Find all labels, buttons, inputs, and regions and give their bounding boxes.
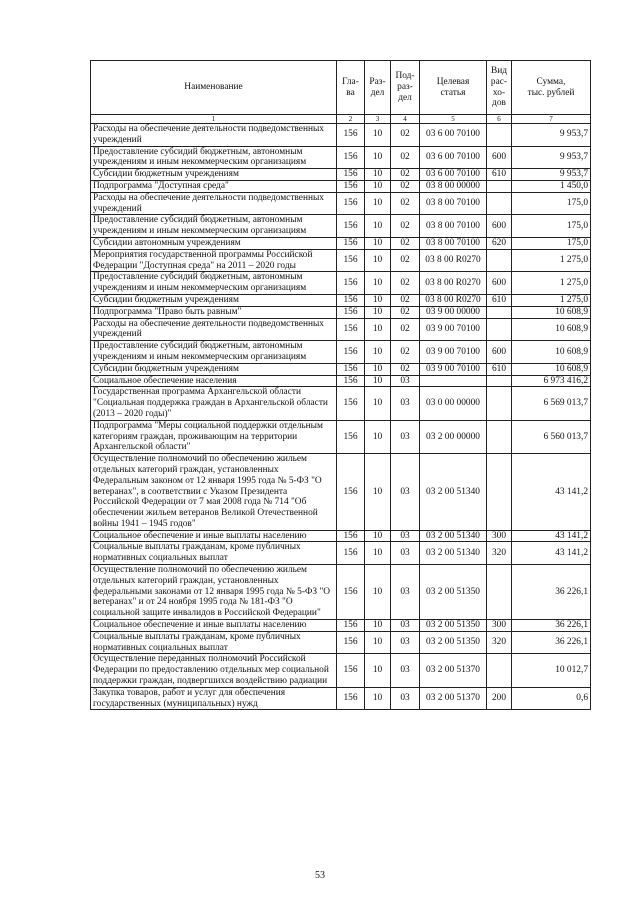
cell-summa: 36 226,1 — [512, 565, 591, 620]
header-razdel: Раз- дел — [365, 61, 391, 115]
cell-razdel: 10 — [365, 375, 391, 387]
cell-name: Субсидии автономным учреждениям — [91, 237, 337, 249]
cell-glava: 156 — [337, 687, 365, 710]
table-row — [91, 420, 591, 453]
cell-name: Расходы на обеспечение деятельности подведомственных учреждений — [91, 124, 337, 147]
cell-razdel: 10 — [365, 169, 391, 181]
table-row — [91, 272, 591, 295]
cell-summa: 43 141,2 — [512, 530, 591, 542]
table-row — [91, 215, 591, 238]
cell-summa: 43 141,2 — [512, 542, 591, 565]
cell-glava: 156 — [337, 530, 365, 542]
cell-name: Социальное обеспечение и иные выплаты населению — [91, 620, 337, 632]
cell-razdel: 10 — [365, 306, 391, 318]
cell-podrazdel: 02 — [391, 146, 420, 169]
cell-podrazdel: 03 — [391, 687, 420, 710]
cell-razdel: 10 — [365, 454, 391, 531]
cell-vid — [487, 124, 512, 147]
cell-podrazdel: 03 — [391, 620, 420, 632]
cell-name: Предоставление субсидий бюджетным, автономным учреждениям и иным некоммерческим организациям — [91, 215, 337, 238]
table-row — [91, 631, 591, 654]
cell-vid: 300 — [487, 620, 512, 632]
cell-name: Субсидии бюджетным учреждениям — [91, 363, 337, 375]
table-row — [91, 294, 591, 306]
cell-razdel: 10 — [365, 620, 391, 632]
table-body — [91, 124, 591, 710]
cell-name: Государственная программа Архангельской области "Социальная поддержка граждан в Архангельской области (2013 – 2020 годы)" — [91, 387, 337, 420]
table-row — [91, 454, 591, 531]
cell-glava: 156 — [337, 294, 365, 306]
cell-statya: 03 2 00 51350 — [420, 620, 487, 632]
cell-glava: 156 — [337, 249, 365, 272]
header-podrazdel: Под- раз- дел — [391, 61, 420, 115]
cell-statya: 03 0 00 00000 — [420, 387, 487, 420]
cell-razdel: 10 — [365, 192, 391, 215]
cell-vid: 610 — [487, 363, 512, 375]
cell-name: Субсидии бюджетным учреждениям — [91, 294, 337, 306]
cell-name: Предоставление субсидий бюджетным, автономным учреждениям и иным некоммерческим организациям — [91, 272, 337, 295]
cell-glava: 156 — [337, 180, 365, 192]
cell-razdel: 10 — [365, 631, 391, 654]
column-number: 2 — [337, 115, 365, 124]
cell-podrazdel: 03 — [391, 454, 420, 531]
cell-summa: 10 608,9 — [512, 318, 591, 341]
table-row — [91, 180, 591, 192]
header-statya: Целевая статья — [420, 61, 487, 115]
cell-podrazdel: 02 — [391, 169, 420, 181]
cell-razdel: 10 — [365, 530, 391, 542]
table-row — [91, 249, 591, 272]
cell-vid — [487, 387, 512, 420]
cell-razdel: 10 — [365, 146, 391, 169]
cell-glava: 156 — [337, 306, 365, 318]
cell-name: Социальное обеспечение и иные выплаты населению — [91, 530, 337, 542]
cell-podrazdel: 03 — [391, 542, 420, 565]
table-row — [91, 237, 591, 249]
table-row — [91, 375, 591, 387]
cell-razdel: 10 — [365, 654, 391, 687]
cell-podrazdel: 02 — [391, 272, 420, 295]
cell-statya: 03 2 00 51350 — [420, 631, 487, 654]
cell-vid — [487, 249, 512, 272]
table-row — [91, 387, 591, 420]
cell-name: Мероприятия государственной программы Российской Федерации "Доступная среда" на 2011 – 2020 годы — [91, 249, 337, 272]
cell-glava: 156 — [337, 387, 365, 420]
header-summa: Сумма, тыс. рублей — [512, 61, 591, 115]
cell-glava: 156 — [337, 454, 365, 531]
cell-vid: 600 — [487, 215, 512, 238]
cell-glava: 156 — [337, 124, 365, 147]
cell-name: Социальные выплаты гражданам, кроме публичных нормативных социальных выплат — [91, 631, 337, 654]
cell-podrazdel: 02 — [391, 180, 420, 192]
cell-razdel: 10 — [365, 387, 391, 420]
cell-podrazdel: 02 — [391, 237, 420, 249]
column-number-row — [91, 115, 591, 124]
cell-summa: 175,0 — [512, 215, 591, 238]
cell-statya: 03 2 00 51340 — [420, 542, 487, 565]
cell-statya — [420, 375, 487, 387]
table-row — [91, 542, 591, 565]
cell-statya: 03 2 00 51350 — [420, 565, 487, 620]
cell-statya: 03 6 00 70100 — [420, 146, 487, 169]
cell-summa: 6 973 416,2 — [512, 375, 591, 387]
cell-podrazdel: 03 — [391, 375, 420, 387]
cell-summa: 0,6 — [512, 687, 591, 710]
cell-razdel: 10 — [365, 180, 391, 192]
table-row — [91, 565, 591, 620]
cell-glava: 156 — [337, 542, 365, 565]
table-row — [91, 124, 591, 147]
table-row — [91, 192, 591, 215]
cell-name: Подпрограмма "Право быть равным" — [91, 306, 337, 318]
cell-statya: 03 2 00 51370 — [420, 654, 487, 687]
cell-name: Закупка товаров, работ и услуг для обеспечения государственных (муниципальных) нужд — [91, 687, 337, 710]
cell-statya: 03 8 00 R0270 — [420, 272, 487, 295]
cell-name: Расходы на обеспечение деятельности подведомственных учреждений — [91, 318, 337, 341]
cell-glava: 156 — [337, 654, 365, 687]
cell-vid — [487, 180, 512, 192]
cell-statya: 03 8 00 70100 — [420, 192, 487, 215]
cell-statya: 03 9 00 70100 — [420, 341, 487, 364]
cell-podrazdel: 02 — [391, 124, 420, 147]
cell-podrazdel: 03 — [391, 631, 420, 654]
cell-glava: 156 — [337, 565, 365, 620]
table-row — [91, 654, 591, 687]
cell-vid — [487, 565, 512, 620]
cell-statya: 03 2 00 51340 — [420, 530, 487, 542]
cell-vid: 620 — [487, 237, 512, 249]
cell-vid: 600 — [487, 341, 512, 364]
budget-table — [90, 60, 591, 710]
cell-glava: 156 — [337, 375, 365, 387]
cell-vid: 600 — [487, 146, 512, 169]
column-number: 7 — [512, 115, 591, 124]
table-row — [91, 620, 591, 632]
cell-summa: 1 275,0 — [512, 272, 591, 295]
cell-vid — [487, 454, 512, 531]
cell-summa: 9 953,7 — [512, 169, 591, 181]
cell-statya: 03 6 00 70100 — [420, 124, 487, 147]
cell-glava: 156 — [337, 192, 365, 215]
cell-name: Субсидии бюджетным учреждениям — [91, 169, 337, 181]
table-row — [91, 318, 591, 341]
cell-vid: 200 — [487, 687, 512, 710]
cell-summa: 6 569 013,7 — [512, 387, 591, 420]
cell-summa: 175,0 — [512, 237, 591, 249]
cell-glava: 156 — [337, 146, 365, 169]
cell-razdel: 10 — [365, 249, 391, 272]
cell-summa: 43 141,2 — [512, 454, 591, 531]
cell-name: Подпрограмма "Меры социальной поддержки отдельным категориям граждан, проживающим на территории Архангельской области" — [91, 420, 337, 453]
cell-summa: 9 953,7 — [512, 146, 591, 169]
cell-statya: 03 8 00 70100 — [420, 215, 487, 238]
cell-statya: 03 2 00 51340 — [420, 454, 487, 531]
cell-glava: 156 — [337, 272, 365, 295]
cell-summa: 36 226,1 — [512, 631, 591, 654]
cell-name: Расходы на обеспечение деятельности подведомственных учреждений — [91, 192, 337, 215]
cell-razdel: 10 — [365, 318, 391, 341]
cell-podrazdel: 03 — [391, 530, 420, 542]
cell-razdel: 10 — [365, 363, 391, 375]
cell-summa: 10 608,9 — [512, 306, 591, 318]
cell-podrazdel: 02 — [391, 249, 420, 272]
cell-statya: 03 8 00 R0270 — [420, 249, 487, 272]
cell-glava: 156 — [337, 363, 365, 375]
cell-razdel: 10 — [365, 124, 391, 147]
cell-name: Осуществление полномочий по обеспечению жильем отдельных категорий граждан, установленных Федеральным законом от 12 января 1995 года № 5-ФЗ "О ветеранах", в соответствии с Указом Президента Российской Федерации от 7 мая 2008 года № 714 "Об обеспечении жильем ветеранов Великой Отечественной войны 1941 – 1945 годов" — [91, 454, 337, 531]
cell-summa: 10 608,9 — [512, 341, 591, 364]
cell-podrazdel: 03 — [391, 565, 420, 620]
cell-name: Осуществление полномочий по обеспечению жильем отдельных категорий граждан, установленных федеральными законами от 12 января 1995 года № 5-ФЗ "О ветеранах" и от 24 ноября 1995 года № 181-ФЗ "О социальной защите инвалидов в Российской Федерации" — [91, 565, 337, 620]
cell-vid — [487, 306, 512, 318]
cell-statya: 03 6 00 70100 — [420, 169, 487, 181]
cell-glava: 156 — [337, 631, 365, 654]
cell-vid — [487, 192, 512, 215]
cell-statya: 03 9 00 70100 — [420, 318, 487, 341]
cell-podrazdel: 02 — [391, 306, 420, 318]
cell-glava: 156 — [337, 341, 365, 364]
cell-razdel: 10 — [365, 237, 391, 249]
cell-glava: 156 — [337, 237, 365, 249]
cell-vid — [487, 375, 512, 387]
cell-podrazdel: 02 — [391, 341, 420, 364]
cell-razdel: 10 — [365, 687, 391, 710]
cell-vid — [487, 318, 512, 341]
cell-name: Осуществление переданных полномочий Российской Федерации по предоставлению отдельных мер социальной поддержки граждан, подвергшихся воздействию радиации — [91, 654, 337, 687]
cell-razdel: 10 — [365, 542, 391, 565]
cell-statya: 03 8 00 00000 — [420, 180, 487, 192]
cell-podrazdel: 03 — [391, 420, 420, 453]
cell-name: Социальные выплаты гражданам, кроме публичных нормативных социальных выплат — [91, 542, 337, 565]
cell-podrazdel: 02 — [391, 294, 420, 306]
cell-vid: 300 — [487, 530, 512, 542]
cell-podrazdel: 02 — [391, 363, 420, 375]
cell-summa: 10 608,9 — [512, 363, 591, 375]
column-number: 6 — [487, 115, 512, 124]
cell-razdel: 10 — [365, 294, 391, 306]
cell-glava: 156 — [337, 169, 365, 181]
cell-summa: 1 275,0 — [512, 249, 591, 272]
cell-razdel: 10 — [365, 565, 391, 620]
cell-podrazdel: 03 — [391, 654, 420, 687]
cell-summa: 9 953,7 — [512, 124, 591, 147]
cell-statya: 03 8 00 R0270 — [420, 294, 487, 306]
table-row — [91, 363, 591, 375]
cell-podrazdel: 02 — [391, 318, 420, 341]
header-name: Наименование — [91, 61, 337, 115]
cell-summa: 175,0 — [512, 192, 591, 215]
column-number: 4 — [391, 115, 420, 124]
budget-table-container — [90, 60, 590, 710]
cell-vid — [487, 654, 512, 687]
cell-summa: 36 226,1 — [512, 620, 591, 632]
cell-name: Подпрограмма "Доступная среда" — [91, 180, 337, 192]
cell-glava: 156 — [337, 215, 365, 238]
cell-name: Предоставление субсидий бюджетным, автономным учреждениям и иным некоммерческим организациям — [91, 341, 337, 364]
cell-name: Социальное обеспечение населения — [91, 375, 337, 387]
cell-glava: 156 — [337, 620, 365, 632]
column-number: 1 — [91, 115, 337, 124]
cell-vid: 320 — [487, 631, 512, 654]
table-row — [91, 687, 591, 710]
cell-statya: 03 9 00 70100 — [420, 363, 487, 375]
cell-vid — [487, 420, 512, 453]
cell-summa: 10 012,7 — [512, 654, 591, 687]
cell-razdel: 10 — [365, 272, 391, 295]
header-glava: Гла- ва — [337, 61, 365, 115]
column-number: 5 — [420, 115, 487, 124]
table-header-row — [91, 61, 591, 115]
cell-podrazdel: 02 — [391, 192, 420, 215]
header-vid: Вид рас- хо- дов — [487, 61, 512, 115]
table-row — [91, 306, 591, 318]
cell-podrazdel: 02 — [391, 215, 420, 238]
column-number: 3 — [365, 115, 391, 124]
cell-vid: 610 — [487, 294, 512, 306]
cell-razdel: 10 — [365, 341, 391, 364]
cell-vid: 320 — [487, 542, 512, 565]
table-row — [91, 530, 591, 542]
cell-vid: 610 — [487, 169, 512, 181]
cell-summa: 6 560 013,7 — [512, 420, 591, 453]
cell-razdel: 10 — [365, 215, 391, 238]
cell-glava: 156 — [337, 420, 365, 453]
cell-statya: 03 8 00 70100 — [420, 237, 487, 249]
cell-podrazdel: 03 — [391, 387, 420, 420]
cell-vid: 600 — [487, 272, 512, 295]
table-row — [91, 169, 591, 181]
cell-statya: 03 2 00 51370 — [420, 687, 487, 710]
cell-statya: 03 2 00 00000 — [420, 420, 487, 453]
table-row — [91, 341, 591, 364]
cell-name: Предоставление субсидий бюджетным, автономным учреждениям и иным некоммерческим организациям — [91, 146, 337, 169]
cell-razdel: 10 — [365, 420, 391, 453]
cell-summa: 1 450,0 — [512, 180, 591, 192]
table-row — [91, 146, 591, 169]
cell-statya: 03 9 00 00000 — [420, 306, 487, 318]
cell-glava: 156 — [337, 318, 365, 341]
cell-summa: 1 275,0 — [512, 294, 591, 306]
page-number: 53 — [315, 870, 325, 881]
